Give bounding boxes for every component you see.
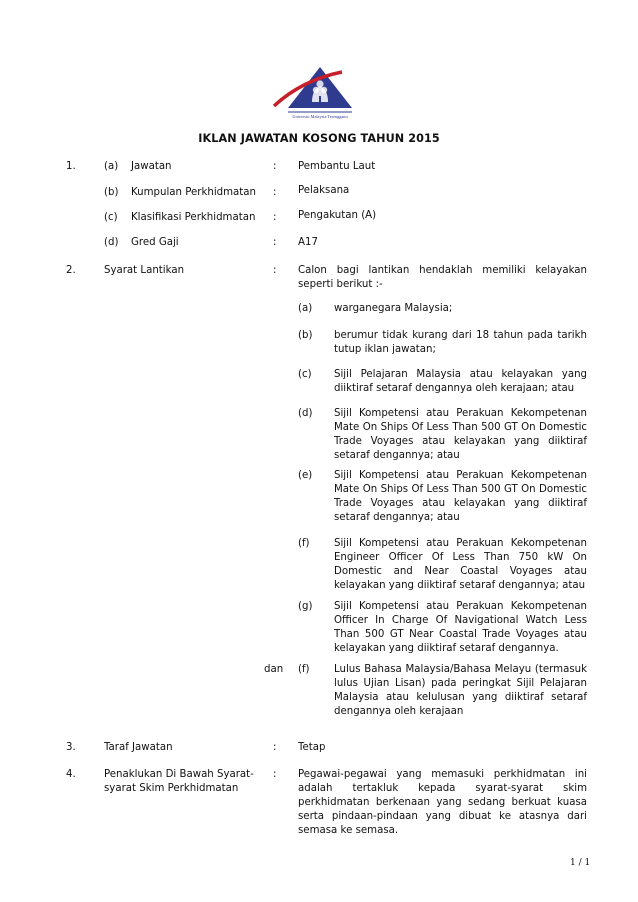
logo-caption: Universiti Malaysia Terengganu [292,114,348,119]
colon: : [273,187,277,198]
section-1-number: 1. [66,161,76,172]
item-marker: (f) [298,664,310,675]
taraf-jawatan-label: Taraf Jawatan [104,742,173,753]
colon: : [273,769,277,780]
item-marker: (a) [298,303,313,314]
colon: : [273,237,277,248]
gred-label: Gred Gaji [131,237,179,248]
kumpulan-label: Kumpulan Perkhidmatan [131,187,256,198]
dan-connector: dan [264,664,284,675]
document-title: IKLAN JAWATAN KOSONG TAHUN 2015 [198,132,440,145]
item-text: warganegara Malaysia; [334,303,453,314]
item-text: Sijil Pelajaran Malaysia atau kelayakan yang diiktiraf setaraf dengannya oleh kerajaan; atau [334,369,587,394]
gred-value: A17 [298,237,318,248]
item-text: Lulus Bahasa Malaysia/Bahasa Melayu (termasuk lulus Ujian Lisan) pada peringkat Sijil Pelajaran Malaysia atau kelulusan yang diiktiraf setaraf dengannya oleh kerajaan [334,664,587,717]
colon: : [273,742,277,753]
jawatan-label: Jawatan [131,161,172,172]
klasifikasi-value: Pengakutan (A) [298,210,377,221]
section-1b-marker: (b) [104,187,119,198]
item-text: Sijil Kompetensi atau Perakuan Kekompetenan Officer In Charge Of Navigational Watch Less Than 500 GT Near Coastal Trade Voyages atau kelayakan yang diiktiraf setaraf dengannya. [334,601,587,654]
section-2-number: 2. [66,265,76,276]
section-1a-marker: (a) [104,161,119,172]
section-4-number: 4. [66,769,76,780]
colon: : [273,212,277,223]
syarat-lantikan-label: Syarat Lantikan [104,265,185,276]
item-marker: (c) [298,369,312,380]
penaklukan-value: Pegawai-pegawai yang memasuki perkhidmatan ini adalah tertakluk kepada syarat-syarat skim perkhidmatan berkenaan yang sedang berkuat kuasa serta pindaan-pindaan yang dibuat ke atasnya dari semasa ke semasa. [298,769,587,836]
page-number: 1 / 1 [570,858,591,868]
item-text: berumur tidak kurang dari 18 tahun pada tarikh tutup iklan jawatan; [334,330,587,355]
item-text: Sijil Kompetensi atau Perakuan Kekompetenan Engineer Officer Of Less Than 750 kW On Domestic and Near Coastal Voyages atau kelayakan yang diiktiraf setaraf dengannya; atau [334,538,587,591]
colon: : [273,265,277,276]
section-3-number: 3. [66,742,76,753]
jawatan-value: Pembantu Laut [298,161,376,172]
penaklukan-label-line1: Penaklukan Di Bawah Syarat- [104,769,254,780]
item-marker: (d) [298,408,313,419]
penaklukan-label-line2: syarat Skim Perkhidmatan [104,783,239,794]
university-logo [272,66,368,120]
item-marker: (b) [298,330,313,341]
syarat-intro: Calon bagi lantikan hendaklah memiliki kelayakan seperti berikut :- [298,265,587,290]
colon: : [273,161,277,172]
item-marker: (f) [298,538,310,549]
section-1c-marker: (c) [104,212,118,223]
klasifikasi-label: Klasifikasi Perkhidmatan [131,212,256,223]
item-marker: (g) [298,601,313,612]
item-text: Sijil Kompetensi atau Perakuan Kekompetenan Mate On Ships Of Less Than 500 GT On Domestic Trade Voyages atau kelayakan yang diiktiraf setaraf dengannya; atau [334,408,587,461]
item-text: Sijil Kompetensi atau Perakuan Kekompetenan Mate On Ships Of Less Than 500 GT On Domestic Trade Voyages atau kelayakan yang diiktiraf setaraf dengannya; atau [334,470,587,523]
item-marker: (e) [298,470,313,481]
taraf-jawatan-value: Tetap [298,742,326,753]
kumpulan-value: Pelaksana [298,185,350,196]
section-1d-marker: (d) [104,237,119,248]
